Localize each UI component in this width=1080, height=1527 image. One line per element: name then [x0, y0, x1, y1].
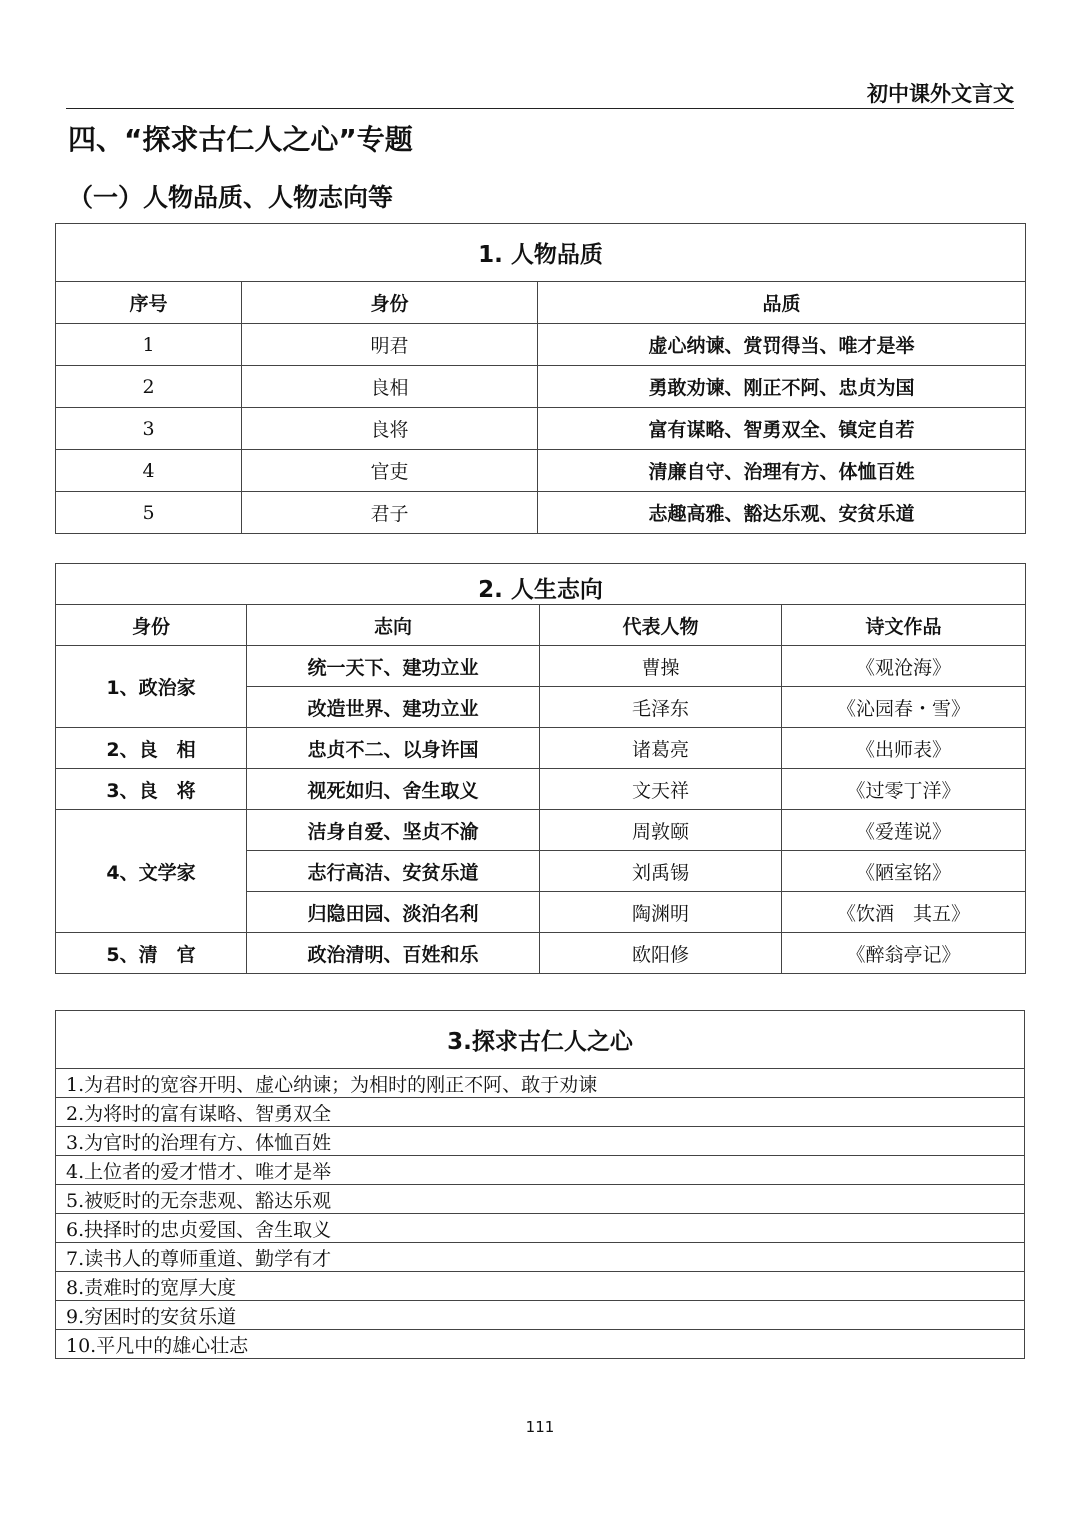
table-cell: 1	[56, 324, 242, 366]
table-cell: 《醉翁亭记》	[782, 933, 1026, 974]
table-cell: 明君	[242, 324, 538, 366]
table-cell: 君子	[242, 492, 538, 534]
column-header: 志向	[247, 605, 540, 646]
role-cell: 3、良 将	[56, 769, 247, 810]
table-row	[56, 810, 1026, 851]
list-item: 10.平凡中的雄心壮志	[56, 1330, 1025, 1359]
ancient-virtues-table	[55, 1010, 1025, 1359]
table-cell: 曹操	[540, 646, 782, 687]
table-cell: 良相	[242, 366, 538, 408]
table-cell: 《爱莲说》	[782, 810, 1026, 851]
table-row	[56, 933, 1026, 974]
table-row	[56, 324, 1026, 366]
table-cell: 欧阳修	[540, 933, 782, 974]
table-cell: 《饮酒 其五》	[782, 892, 1026, 933]
table-row	[56, 769, 1026, 810]
table-cell: 政治清明、百姓和乐	[247, 933, 540, 974]
table-row	[56, 408, 1026, 450]
table-cell: 5	[56, 492, 242, 534]
list-item: 4.上位者的爱才惜才、唯才是举	[56, 1156, 1025, 1185]
list-item: 9.穷困时的安贫乐道	[56, 1301, 1025, 1330]
table-cell: 刘禹锡	[540, 851, 782, 892]
table-cell: 忠贞不二、以身许国	[247, 728, 540, 769]
column-header: 序号	[56, 282, 242, 324]
table-cell: 归隐田园、淡泊名利	[247, 892, 540, 933]
subsection-title: （一）人物品质、人物志向等	[68, 183, 394, 212]
role-cell: 5、清 官	[56, 933, 247, 974]
column-header: 身份	[242, 282, 538, 324]
table-caption: 3.探求古仁人之心	[56, 1011, 1025, 1069]
list-item: 5.被贬时的无奈悲观、豁达乐观	[56, 1185, 1025, 1214]
table-cell: 改造世界、建功立业	[247, 687, 540, 728]
table-cell: 2	[56, 366, 242, 408]
table-cell: 统一天下、建功立业	[247, 646, 540, 687]
table-cell: 勇敢劝谏、刚正不阿、忠贞为国	[538, 366, 1026, 408]
table-cell: 毛泽东	[540, 687, 782, 728]
table-cell: 虚心纳谏、赏罚得当、唯才是举	[538, 324, 1026, 366]
list-item: 8.责难时的宽厚大度	[56, 1272, 1025, 1301]
table-row	[56, 492, 1026, 534]
table-cell: 富有谋略、智勇双全、镇定自若	[538, 408, 1026, 450]
table-cell: 陶渊明	[540, 892, 782, 933]
table-cell: 文天祥	[540, 769, 782, 810]
table-cell: 《沁园春・雪》	[782, 687, 1026, 728]
life-aspirations-table	[55, 563, 1026, 974]
table-caption: 1. 人物品质	[56, 224, 1026, 282]
table-cell: 3	[56, 408, 242, 450]
column-header: 品质	[538, 282, 1026, 324]
table-cell: 洁身自爱、坚贞不渝	[247, 810, 540, 851]
table-cell: 《出师表》	[782, 728, 1026, 769]
table-cell: 良将	[242, 408, 538, 450]
table-cell: 《观沧海》	[782, 646, 1026, 687]
role-cell: 4、文学家	[56, 810, 247, 933]
running-header-title: 初中课外文言文	[867, 82, 1014, 106]
list-item: 1.为君时的宽容开明、虚心纳谏；为相时的刚正不阿、敢于劝谏	[56, 1069, 1025, 1098]
table-row	[56, 450, 1026, 492]
table-row	[56, 728, 1026, 769]
table-cell: 4	[56, 450, 242, 492]
table-cell: 周敦颐	[540, 810, 782, 851]
table-cell: 官吏	[242, 450, 538, 492]
table-cell: 诸葛亮	[540, 728, 782, 769]
list-item: 7.读书人的尊师重道、勤学有才	[56, 1243, 1025, 1272]
list-item: 3.为官时的治理有方、体恤百姓	[56, 1127, 1025, 1156]
role-cell: 2、良 相	[56, 728, 247, 769]
table-cell: 《陋室铭》	[782, 851, 1026, 892]
character-qualities-table	[55, 223, 1026, 534]
table-cell: 清廉自守、治理有方、体恤百姓	[538, 450, 1026, 492]
column-header: 代表人物	[540, 605, 782, 646]
table-row	[56, 646, 1026, 687]
role-cell: 1、政治家	[56, 646, 247, 728]
column-header: 身份	[56, 605, 247, 646]
list-item: 6.抉择时的忠贞爱国、舍生取义	[56, 1214, 1025, 1243]
section-title: 四、“探求古仁人之心”专题	[68, 123, 413, 156]
list-item: 2.为将时的富有谋略、智勇双全	[56, 1098, 1025, 1127]
page-number: 111	[525, 1418, 555, 1436]
table-cell: 视死如归、舍生取义	[247, 769, 540, 810]
table-cell: 志趣高雅、豁达乐观、安贫乐道	[538, 492, 1026, 534]
table-caption: 2. 人生志向	[56, 564, 1026, 605]
table-row	[56, 366, 1026, 408]
header-divider	[66, 108, 1014, 109]
table-cell: 志行高洁、安贫乐道	[247, 851, 540, 892]
column-header: 诗文作品	[782, 605, 1026, 646]
table-cell: 《过零丁洋》	[782, 769, 1026, 810]
